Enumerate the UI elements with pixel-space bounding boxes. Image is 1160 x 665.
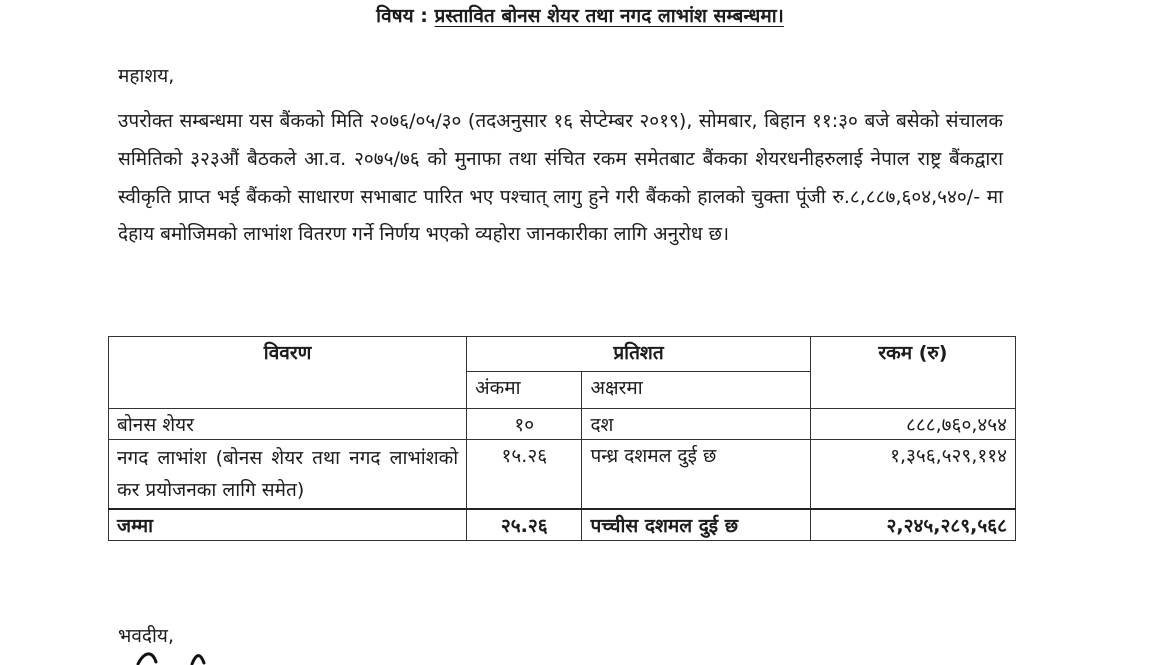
row-description: नगद लाभांश (बोनस शेयर तथा नगद लाभांशको कर प्रयोजनका लागि समेत) — [109, 440, 467, 510]
table-row — [109, 440, 1016, 510]
row-amount: ८८८,७६०,४५४ — [810, 409, 1015, 440]
row-figure: १० — [467, 409, 582, 440]
row-amount: १,३५६,५२९,११४ — [810, 440, 1015, 510]
row-words: पन्ध्र दशमल दुई छ — [582, 440, 810, 510]
closing-phrase: भवदीय, — [118, 625, 174, 647]
header-in-figures: अंकमा — [467, 372, 582, 409]
table-row — [109, 409, 1016, 440]
subject-text: प्रस्तावित बोनस शेयर तथा नगद लाभांश सम्बन्धमा। — [434, 5, 784, 27]
body-paragraph: उपरोक्त सम्बन्धमा यस बैंकको मिति २०७६/०५/३० (तदअनुसार १६ सेप्टेम्बर २०१९), सोमबार, बिहान ११:३० बजे बसेको संचालक समितिको ३२३औं बैठकले आ.व. २०७५/७६ को मुनाफा तथा संचित रकम समेतबाट बैंकका शेयरधनीहरुलाई नेपाल राष्ट्र बैंकद्वारा स्वीकृति प्राप्त भई बैंकको साधारण सभाबाट पारित भए पश्चात् लागु हुने गरी बैंकको हालको चुक्ता पूंजी रु.८,८८७,६०४,५४०/- मा देहाय बमोजिमको लाभांश वितरण गर्ने निर्णय भएको व्यहोरा जानकारीका लागि अनुरोध छ। — [118, 110, 1003, 246]
header-description: विवरण — [109, 337, 467, 409]
table-total-row — [109, 509, 1016, 541]
salutation: महाशय, — [118, 65, 175, 87]
signature-mark — [130, 648, 250, 665]
letter-subject — [0, 2, 1160, 28]
table-header-row — [109, 337, 1016, 372]
total-figure: २५.२६ — [467, 509, 582, 541]
subject-label: विषय : — [376, 5, 428, 27]
row-words: दश — [582, 409, 810, 440]
row-description: बोनस शेयर — [109, 409, 467, 440]
total-amount: २,२४५,२८९,५६८ — [810, 509, 1015, 541]
header-in-words: अक्षरमा — [582, 372, 810, 409]
header-percentage: प्रतिशत — [467, 337, 811, 372]
header-amount: रकम (रु) — [810, 337, 1015, 409]
total-words: पच्चीस दशमल दुई छ — [582, 509, 810, 541]
row-figure: १५.२६ — [467, 440, 582, 510]
dividend-table — [108, 336, 1016, 541]
total-description: जम्मा — [109, 509, 467, 541]
